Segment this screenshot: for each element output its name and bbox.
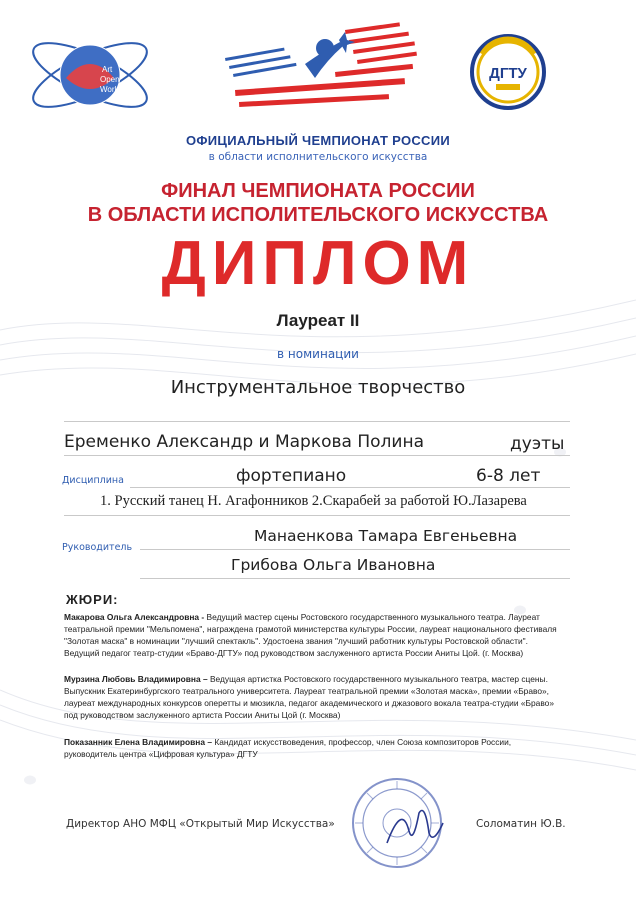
jury-member-bio: Выпускник Екатеринбургского театрального университета. Лауреат театральной премии «Золотая маска», премии «Браво», — [64, 686, 549, 696]
jury-member-bio: Ведущий педагог театр-студии «Браво-ДГТУ» под руководством заслуженного артиста России Аниты Цой. (г. Москва) — [64, 648, 524, 658]
final-title-line1: ФИНАЛ ЧЕМПИОНАТА РОССИИ — [161, 180, 475, 202]
leader-label: Руководитель — [62, 542, 133, 553]
jury-member-bio: лауреат международных конкурсов оперетты и мюзикла, педагог академического и джазового вокала театра-студии «Браво» — [64, 698, 554, 708]
jury-member-bio: Кандидат искусствоведения, профессор, член Союза композиторов России, — [214, 737, 512, 747]
jury-member — [64, 611, 616, 659]
final-title-line2: В ОБЛАСТИ ИСПОЛИТЕЛЬСКОГО ИСКУССТВА — [87, 204, 549, 226]
director-name: Соломатин Ю.В. — [476, 818, 566, 830]
championship-logo — [215, 20, 425, 120]
jury-title: ЖЮРИ: — [66, 592, 119, 607]
jury-member-name: Показанник Елена Владимировна – — [64, 737, 212, 747]
svg-text:Open: Open — [100, 75, 120, 84]
participants-category: дуэты — [510, 434, 565, 454]
age-group: 6-8 лет — [476, 466, 541, 486]
official-stamp — [347, 773, 447, 873]
leader-name: Грибова Ольга Ивановна — [231, 556, 436, 574]
divider — [140, 549, 570, 550]
divider — [130, 487, 570, 488]
leader-name: Манаенкова Тамара Евгеньевна — [254, 527, 518, 545]
svg-text:ДГТУ: ДГТУ — [489, 65, 527, 82]
divider — [140, 578, 570, 579]
jury-member-bio: под руководством заслуженного артиста России Аниты Цой (г. Москва) — [64, 710, 341, 720]
laureate-degree: Лауреат II — [276, 311, 360, 330]
jury-member-name: Мурзина Любовь Владимировна – — [64, 674, 208, 684]
jury-member-name: Макарова Ольга Александровна - — [64, 612, 205, 622]
divider — [64, 515, 570, 516]
nomination-label: в номинации — [277, 347, 359, 361]
jury-member — [64, 673, 616, 721]
jury-member — [64, 736, 616, 760]
svg-text:Art: Art — [102, 65, 113, 74]
svg-text:World: World — [100, 85, 121, 94]
dgtu-logo — [468, 32, 548, 112]
director-title: Директор АНО МФЦ «Открытый Мир Искусства» — [66, 818, 335, 830]
nomination-value: Инструментальное творчество — [170, 377, 466, 398]
jury-member-bio: "Золотая маска" в номинации "лучший спектакль". Удостоена звания "лучший работник культуры Ростовской области". — [64, 636, 528, 646]
participants-names: Еременко Александр и Маркова Полина — [64, 432, 424, 452]
jury-member-bio: Ведущая артистка Ростовского государственного музыкального театра, мастер сцены. — [209, 674, 548, 684]
discipline-label: Дисциплина — [62, 475, 124, 486]
jury-member-bio: театральной премии "Мельпомена", награждена грамотой министерства культуры России, лауреат национального фестиваля — [64, 624, 557, 634]
divider — [64, 421, 570, 422]
art-open-world-logo — [18, 20, 168, 130]
championship-title: ОФИЦИАЛЬНЫЙ ЧЕМПИОНАТ РОССИИ — [185, 133, 451, 148]
program-text: 1. Русский танец Н. Агафонников 2.Скарабей за работой Ю.Лазарева — [100, 493, 527, 509]
divider — [64, 455, 570, 456]
discipline-value: фортепиано — [236, 466, 347, 486]
jury-member-bio: Ведущий мастер сцены Ростовского государственного музыкального театра. Лауреат — [206, 612, 540, 622]
jury-member-bio: руководитель центра «Цифровая культура» ДГТУ — [64, 749, 258, 759]
diploma-title: ДИПЛОМ — [161, 229, 475, 298]
championship-subtitle: в области исполнительского искусства — [208, 151, 428, 163]
